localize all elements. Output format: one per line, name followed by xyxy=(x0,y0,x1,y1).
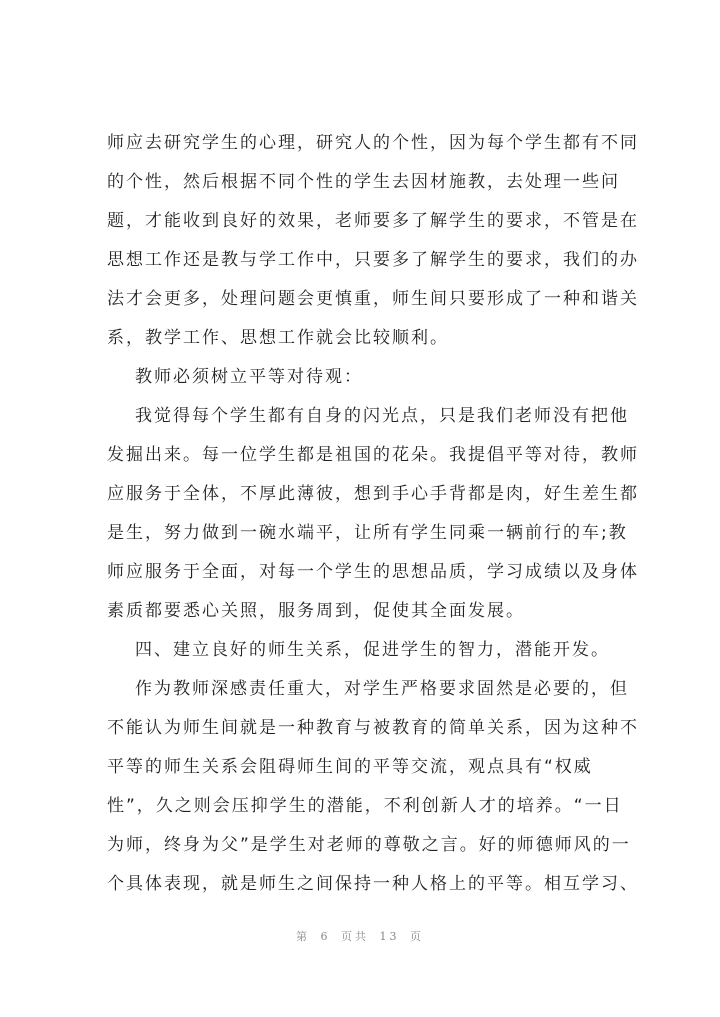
text-line: 师应服务于全面，对每一个学生的思想品质，学习成绩以及身体 xyxy=(107,562,639,582)
page-number-footer: 第 6 页共 13 页 xyxy=(296,930,424,943)
text-line: 题，才能收到良好的效果，老师要多了解学生的要求，不管是在 xyxy=(107,211,639,231)
text-line: 个具体表现，就是师生之间保持一种人格上的平等。相互学习、 xyxy=(107,874,639,894)
text-line: 的个性，然后根据不同个性的学生去因材施教，去处理一些问 xyxy=(107,172,620,192)
text-line: 平等的师生关系会阻碍师生间的平等交流，观点具有“权威 xyxy=(107,757,593,777)
text-line: 系，教学工作、思想工作就会比较顺利。 xyxy=(107,328,449,348)
text-line: 不能认为师生间就是一种教育与被教育的简单关系，因为这种不 xyxy=(107,718,639,738)
text-line: 师应去研究学生的心理，研究人的个性，因为每个学生都有不同 xyxy=(107,133,639,153)
text-line: 发掘出来。每一位学生都是祖国的花朵。我提倡平等对待，教师 xyxy=(107,445,639,465)
text-line: 我觉得每个学生都有自身的闪光点，只是我们老师没有把他 xyxy=(135,406,629,426)
text-line: 为师，终身为父”是学生对老师的尊敬之言。好的师德师风的一 xyxy=(107,835,631,855)
text-line: 素质都要悉心关照，服务周到，促使其全面发展。 xyxy=(107,601,525,621)
text-line: 应服务于全体，不厚此薄彼，想到手心手背都是肉，好生差生都 xyxy=(107,484,639,504)
text-line: 性”，久之则会压抑学生的潜能，不利创新人才的培养。“一日 xyxy=(107,796,623,816)
text-line: 是生，努力做到一碗水端平，让所有学生同乘一辆前行的车;教 xyxy=(107,523,628,543)
text-line: 作为教师深感责任重大，对学生严格要求固然是必要的，但 xyxy=(135,679,629,699)
section-heading: 教师必须树立平等对待观： xyxy=(135,367,363,387)
text-line: 思想工作还是教与学工作中，只要多了解学生的要求，我们的办 xyxy=(107,250,639,270)
text-line: 法才会更多，处理问题会更慎重，师生间只要形成了一种和谐关 xyxy=(107,289,639,309)
section-heading: 四、建立良好的师生关系，促进学生的智力，潜能开发。 xyxy=(135,640,610,660)
